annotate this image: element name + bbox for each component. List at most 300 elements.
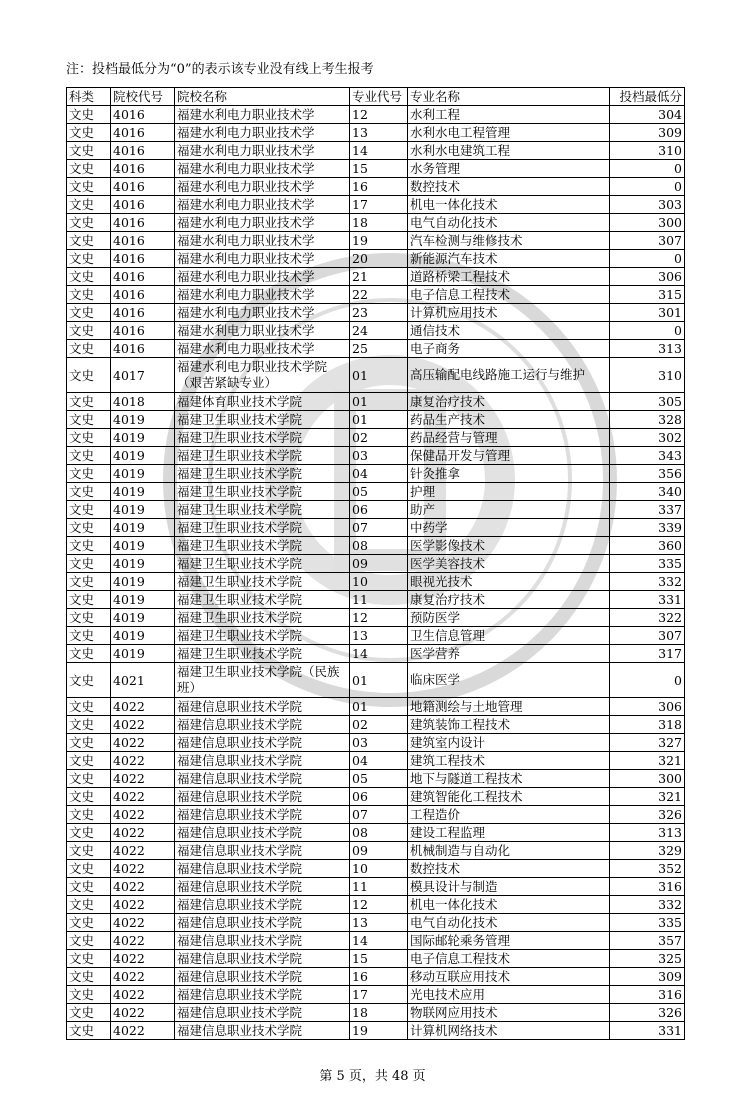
cell-min-score: 303 [610,196,685,214]
cell-school-name: 福建卫生职业技术学院 [175,501,350,519]
cell-school-name: 福建水利电力职业技术学 [175,106,350,124]
cell-major-name: 预防医学 [408,609,610,627]
cell-school-name: 福建水利电力职业技术学 [175,250,350,268]
cell-major-code: 02 [350,429,408,447]
cell-school-code: 4016 [111,106,175,124]
cell-major-code: 04 [350,465,408,483]
cell-major-code: 12 [350,106,408,124]
cell-major-code: 05 [350,770,408,788]
cell-school-code: 4022 [111,950,175,968]
cell-major-name: 保健品开发与管理 [408,447,610,465]
table-row [67,268,685,286]
cell-category: 文史 [67,896,111,914]
cell-category: 文史 [67,788,111,806]
cell-school-code: 4019 [111,429,175,447]
cell-major-name: 高压输配电线路施工运行与维护 [408,358,610,393]
cell-min-score: 316 [610,878,685,896]
cell-major-name: 模具设计与制造 [408,878,610,896]
cell-major-code: 05 [350,483,408,501]
cell-school-code: 4022 [111,914,175,932]
cell-category: 文史 [67,573,111,591]
cell-major-name: 电子信息工程技术 [408,950,610,968]
cell-major-name: 物联网应用技术 [408,1004,610,1022]
cell-school-code: 4022 [111,788,175,806]
cell-major-code: 14 [350,142,408,160]
cell-school-code: 4022 [111,842,175,860]
cell-school-name: 福建卫生职业技术学院 [175,465,350,483]
cell-major-code: 15 [350,950,408,968]
cell-school-name: 福建水利电力职业技术学院（艰苦紧缺专业） [175,358,350,393]
cell-major-code: 10 [350,573,408,591]
cell-school-code: 4016 [111,142,175,160]
cell-major-code: 01 [350,358,408,393]
cell-major-name: 建设工程监理 [408,824,610,842]
cell-major-code: 02 [350,716,408,734]
table-row [67,214,685,232]
cell-major-code: 19 [350,1022,408,1040]
cell-major-code: 19 [350,232,408,250]
table-row [67,555,685,573]
cell-category: 文史 [67,734,111,752]
cell-major-code: 17 [350,986,408,1004]
cell-category: 文史 [67,770,111,788]
cell-major-code: 24 [350,322,408,340]
cell-school-name: 福建卫生职业技术学院 [175,411,350,429]
cell-major-code: 22 [350,286,408,304]
cell-min-score: 304 [610,106,685,124]
cell-min-score: 325 [610,950,685,968]
cell-school-code: 4022 [111,986,175,1004]
cell-major-code: 20 [350,250,408,268]
cell-major-name: 工程造价 [408,806,610,824]
cell-category: 文史 [67,501,111,519]
cell-school-name: 福建信息职业技术学院 [175,860,350,878]
cell-min-score: 322 [610,609,685,627]
table-row [67,322,685,340]
cell-major-code: 21 [350,268,408,286]
cell-category: 文史 [67,196,111,214]
cell-major-code: 13 [350,124,408,142]
cell-major-name: 中药学 [408,519,610,537]
table-row [67,429,685,447]
cell-school-code: 4022 [111,1022,175,1040]
table-row [67,340,685,358]
cell-min-score: 0 [610,322,685,340]
cell-category: 文史 [67,268,111,286]
cell-major-code: 12 [350,896,408,914]
cell-school-code: 4022 [111,734,175,752]
cell-school-name: 福建信息职业技术学院 [175,734,350,752]
cell-major-code: 10 [350,860,408,878]
cell-school-code: 4016 [111,124,175,142]
cell-category: 文史 [67,250,111,268]
cell-major-name: 水利水电建筑工程 [408,142,610,160]
cell-school-name: 福建信息职业技术学院 [175,1022,350,1040]
cell-major-name: 电子商务 [408,340,610,358]
cell-school-name: 福建信息职业技术学院 [175,932,350,950]
cell-major-name: 电气自动化技术 [408,214,610,232]
cell-school-code: 4022 [111,770,175,788]
cell-category: 文史 [67,340,111,358]
cell-school-code: 4018 [111,393,175,411]
table-row [67,465,685,483]
cell-school-name: 福建信息职业技术学院 [175,806,350,824]
cell-school-name: 福建信息职业技术学院 [175,968,350,986]
cell-min-score: 335 [610,914,685,932]
cell-school-code: 4016 [111,286,175,304]
cell-category: 文史 [67,878,111,896]
cell-min-score: 337 [610,501,685,519]
cell-school-name: 福建水利电力职业技术学 [175,214,350,232]
cell-min-score: 301 [610,304,685,322]
table-row [67,734,685,752]
cell-min-score: 0 [610,663,685,698]
cell-school-code: 4022 [111,824,175,842]
cell-major-code: 01 [350,393,408,411]
cell-major-name: 水利水电工程管理 [408,124,610,142]
table-row [67,1004,685,1022]
cell-school-code: 4022 [111,698,175,716]
cell-min-score: 332 [610,896,685,914]
table-row [67,698,685,716]
cell-school-name: 福建水利电力职业技术学 [175,322,350,340]
cell-category: 文史 [67,716,111,734]
cell-min-score: 340 [610,483,685,501]
cell-major-code: 11 [350,878,408,896]
cell-major-code: 01 [350,411,408,429]
cell-major-name: 卫生信息管理 [408,627,610,645]
cell-school-name: 福建卫生职业技术学院（民族班） [175,663,350,698]
cell-school-name: 福建信息职业技术学院 [175,770,350,788]
cell-major-code: 01 [350,663,408,698]
table-row [67,986,685,1004]
cell-category: 文史 [67,537,111,555]
cell-school-name: 福建水利电力职业技术学 [175,196,350,214]
cell-school-code: 4019 [111,609,175,627]
cell-min-score: 302 [610,429,685,447]
cell-major-code: 14 [350,932,408,950]
cell-school-name: 福建体育职业技术学院 [175,393,350,411]
table-row [67,806,685,824]
table-note: 注：投档最低分为“0”的表示该专业没有线上考生报考 [66,62,374,77]
cell-major-name: 临床医学 [408,663,610,698]
cell-major-code: 04 [350,752,408,770]
table-row [67,286,685,304]
cell-major-name: 建筑工程技术 [408,752,610,770]
cell-min-score: 321 [610,752,685,770]
cell-category: 文史 [67,842,111,860]
table-row [67,358,685,393]
cell-school-name: 福建信息职业技术学院 [175,878,350,896]
cell-min-score: 315 [610,286,685,304]
cell-major-code: 11 [350,591,408,609]
cell-category: 文史 [67,555,111,573]
cell-category: 文史 [67,124,111,142]
cell-major-name: 医学影像技术 [408,537,610,555]
cell-category: 文史 [67,142,111,160]
cell-major-name: 药品经营与管理 [408,429,610,447]
cell-category: 文史 [67,429,111,447]
table-row [67,788,685,806]
cell-school-code: 4016 [111,214,175,232]
cell-category: 文史 [67,591,111,609]
cell-school-name: 福建信息职业技术学院 [175,752,350,770]
cell-school-code: 4022 [111,806,175,824]
table-row [67,752,685,770]
table-row [67,716,685,734]
cell-major-name: 水利工程 [408,106,610,124]
cell-major-name: 建筑室内设计 [408,734,610,752]
table-row [67,411,685,429]
cell-category: 文史 [67,932,111,950]
cell-major-name: 建筑装饰工程技术 [408,716,610,734]
cell-major-code: 15 [350,160,408,178]
cell-major-name: 新能源汽车技术 [408,250,610,268]
cell-category: 文史 [67,645,111,663]
cell-major-name: 医学美容技术 [408,555,610,573]
cell-school-code: 4019 [111,645,175,663]
cell-major-code: 16 [350,178,408,196]
cell-school-name: 福建信息职业技术学院 [175,788,350,806]
cell-major-code: 07 [350,519,408,537]
cell-school-code: 4016 [111,196,175,214]
cell-category: 文史 [67,968,111,986]
cell-school-name: 福建水利电力职业技术学 [175,232,350,250]
cell-category: 文史 [67,358,111,393]
cell-min-score: 309 [610,124,685,142]
cell-school-code: 4016 [111,160,175,178]
cell-category: 文史 [67,806,111,824]
cell-school-name: 福建信息职业技术学院 [175,1004,350,1022]
cell-school-code: 4022 [111,1004,175,1022]
table-row [67,501,685,519]
cell-min-score: 307 [610,232,685,250]
column-header: 科类 [67,88,111,106]
cell-school-code: 4019 [111,555,175,573]
table-row [67,250,685,268]
table-row [67,842,685,860]
cell-school-name: 福建卫生职业技术学院 [175,483,350,501]
cell-school-name: 福建水利电力职业技术学 [175,142,350,160]
cell-category: 文史 [67,609,111,627]
cell-min-score: 318 [610,716,685,734]
cell-school-code: 4016 [111,250,175,268]
cell-category: 文史 [67,663,111,698]
cell-school-code: 4019 [111,519,175,537]
cell-category: 文史 [67,483,111,501]
cell-school-name: 福建卫生职业技术学院 [175,645,350,663]
cell-category: 文史 [67,914,111,932]
cell-school-code: 4019 [111,627,175,645]
cell-category: 文史 [67,232,111,250]
cell-major-name: 助产 [408,501,610,519]
cell-school-code: 4016 [111,232,175,250]
cell-school-name: 福建信息职业技术学院 [175,698,350,716]
cell-min-score: 326 [610,1004,685,1022]
cell-min-score: 310 [610,358,685,393]
table-row [67,878,685,896]
cell-min-score: 360 [610,537,685,555]
cell-major-code: 18 [350,214,408,232]
cell-major-name: 道路桥梁工程技术 [408,268,610,286]
cell-school-name: 福建水利电力职业技术学 [175,160,350,178]
cell-category: 文史 [67,465,111,483]
table-row [67,519,685,537]
cell-school-name: 福建信息职业技术学院 [175,824,350,842]
cell-major-code: 25 [350,340,408,358]
column-header: 投档最低分 [610,88,685,106]
cell-category: 文史 [67,160,111,178]
table-row [67,914,685,932]
cell-major-name: 康复治疗技术 [408,393,610,411]
table-row [67,645,685,663]
table-row [67,178,685,196]
table-row [67,770,685,788]
cell-min-score: 313 [610,340,685,358]
table-row [67,124,685,142]
cell-school-code: 4022 [111,860,175,878]
cell-min-score: 356 [610,465,685,483]
table-row [67,609,685,627]
table-row [67,860,685,878]
table-row [67,573,685,591]
cell-major-name: 计算机网络技术 [408,1022,610,1040]
cell-category: 文史 [67,698,111,716]
cell-school-code: 4019 [111,501,175,519]
cell-min-score: 335 [610,555,685,573]
cell-school-code: 4022 [111,896,175,914]
cell-school-code: 4016 [111,178,175,196]
cell-school-code: 4022 [111,932,175,950]
cell-min-score: 331 [610,591,685,609]
table-row [67,232,685,250]
cell-school-code: 4016 [111,340,175,358]
cell-school-code: 4019 [111,483,175,501]
table-row [67,447,685,465]
table-row [67,196,685,214]
cell-category: 文史 [67,447,111,465]
table-row [67,627,685,645]
cell-school-name: 福建卫生职业技术学院 [175,627,350,645]
cell-major-code: 06 [350,501,408,519]
cell-category: 文史 [67,304,111,322]
cell-major-name: 康复治疗技术 [408,591,610,609]
table-row [67,1022,685,1040]
cell-major-name: 地下与隧道工程技术 [408,770,610,788]
cell-major-code: 07 [350,806,408,824]
cell-school-code: 4016 [111,304,175,322]
cell-min-score: 0 [610,160,685,178]
table-row [67,537,685,555]
table-row [67,950,685,968]
table-row [67,932,685,950]
table-row [67,591,685,609]
cell-major-name: 通信技术 [408,322,610,340]
cell-major-name: 建筑智能化工程技术 [408,788,610,806]
cell-major-name: 电子信息工程技术 [408,286,610,304]
cell-school-name: 福建信息职业技术学院 [175,914,350,932]
cell-major-code: 03 [350,734,408,752]
cell-major-name: 眼视光技术 [408,573,610,591]
cell-school-name: 福建卫生职业技术学院 [175,591,350,609]
cell-school-name: 福建信息职业技术学院 [175,950,350,968]
cell-major-code: 12 [350,609,408,627]
cell-school-name: 福建水利电力职业技术学 [175,340,350,358]
cell-major-name: 针灸推拿 [408,465,610,483]
cell-category: 文史 [67,411,111,429]
cell-school-code: 4016 [111,268,175,286]
cell-category: 文史 [67,519,111,537]
cell-category: 文史 [67,627,111,645]
cell-school-name: 福建卫生职业技术学院 [175,609,350,627]
cell-category: 文史 [67,752,111,770]
cell-school-name: 福建水利电力职业技术学 [175,124,350,142]
cell-min-score: 310 [610,142,685,160]
cell-category: 文史 [67,393,111,411]
cell-min-score: 321 [610,788,685,806]
cell-major-name: 光电技术应用 [408,986,610,1004]
cell-school-code: 4019 [111,591,175,609]
cell-school-code: 4019 [111,465,175,483]
cell-school-name: 福建水利电力职业技术学 [175,304,350,322]
cell-min-score: 309 [610,968,685,986]
cell-min-score: 306 [610,268,685,286]
cell-school-code: 4022 [111,752,175,770]
cell-school-code: 4016 [111,322,175,340]
cell-school-name: 福建卫生职业技术学院 [175,555,350,573]
cell-major-name: 地籍测绘与土地管理 [408,698,610,716]
cell-school-code: 4022 [111,878,175,896]
cell-category: 文史 [67,860,111,878]
table-row [67,142,685,160]
cell-min-score: 331 [610,1022,685,1040]
cell-min-score: 352 [610,860,685,878]
cell-school-name: 福建信息职业技术学院 [175,842,350,860]
cell-major-name: 数控技术 [408,178,610,196]
cell-min-score: 307 [610,627,685,645]
cell-school-code: 4019 [111,411,175,429]
table-row [67,160,685,178]
cell-min-score: 327 [610,734,685,752]
cell-school-name: 福建卫生职业技术学院 [175,537,350,555]
cell-school-name: 福建卫生职业技术学院 [175,519,350,537]
column-header: 专业名称 [408,88,610,106]
cell-major-code: 17 [350,196,408,214]
cell-major-name: 计算机应用技术 [408,304,610,322]
cell-school-name: 福建卫生职业技术学院 [175,429,350,447]
cell-major-name: 机电一体化技术 [408,896,610,914]
cell-major-name: 机电一体化技术 [408,196,610,214]
table-row [67,304,685,322]
cell-min-score: 329 [610,842,685,860]
cell-major-code: 18 [350,1004,408,1022]
cell-school-code: 4022 [111,716,175,734]
cell-min-score: 332 [610,573,685,591]
cell-min-score: 328 [610,411,685,429]
cell-major-code: 08 [350,537,408,555]
column-header: 专业代号 [350,88,408,106]
cell-major-code: 13 [350,627,408,645]
cell-school-code: 4019 [111,573,175,591]
cell-category: 文史 [67,1004,111,1022]
cell-school-name: 福建卫生职业技术学院 [175,447,350,465]
cell-major-code: 09 [350,555,408,573]
cell-major-name: 医学营养 [408,645,610,663]
cell-major-name: 水务管理 [408,160,610,178]
cell-min-score: 306 [610,698,685,716]
cell-category: 文史 [67,322,111,340]
column-header: 院校代号 [111,88,175,106]
